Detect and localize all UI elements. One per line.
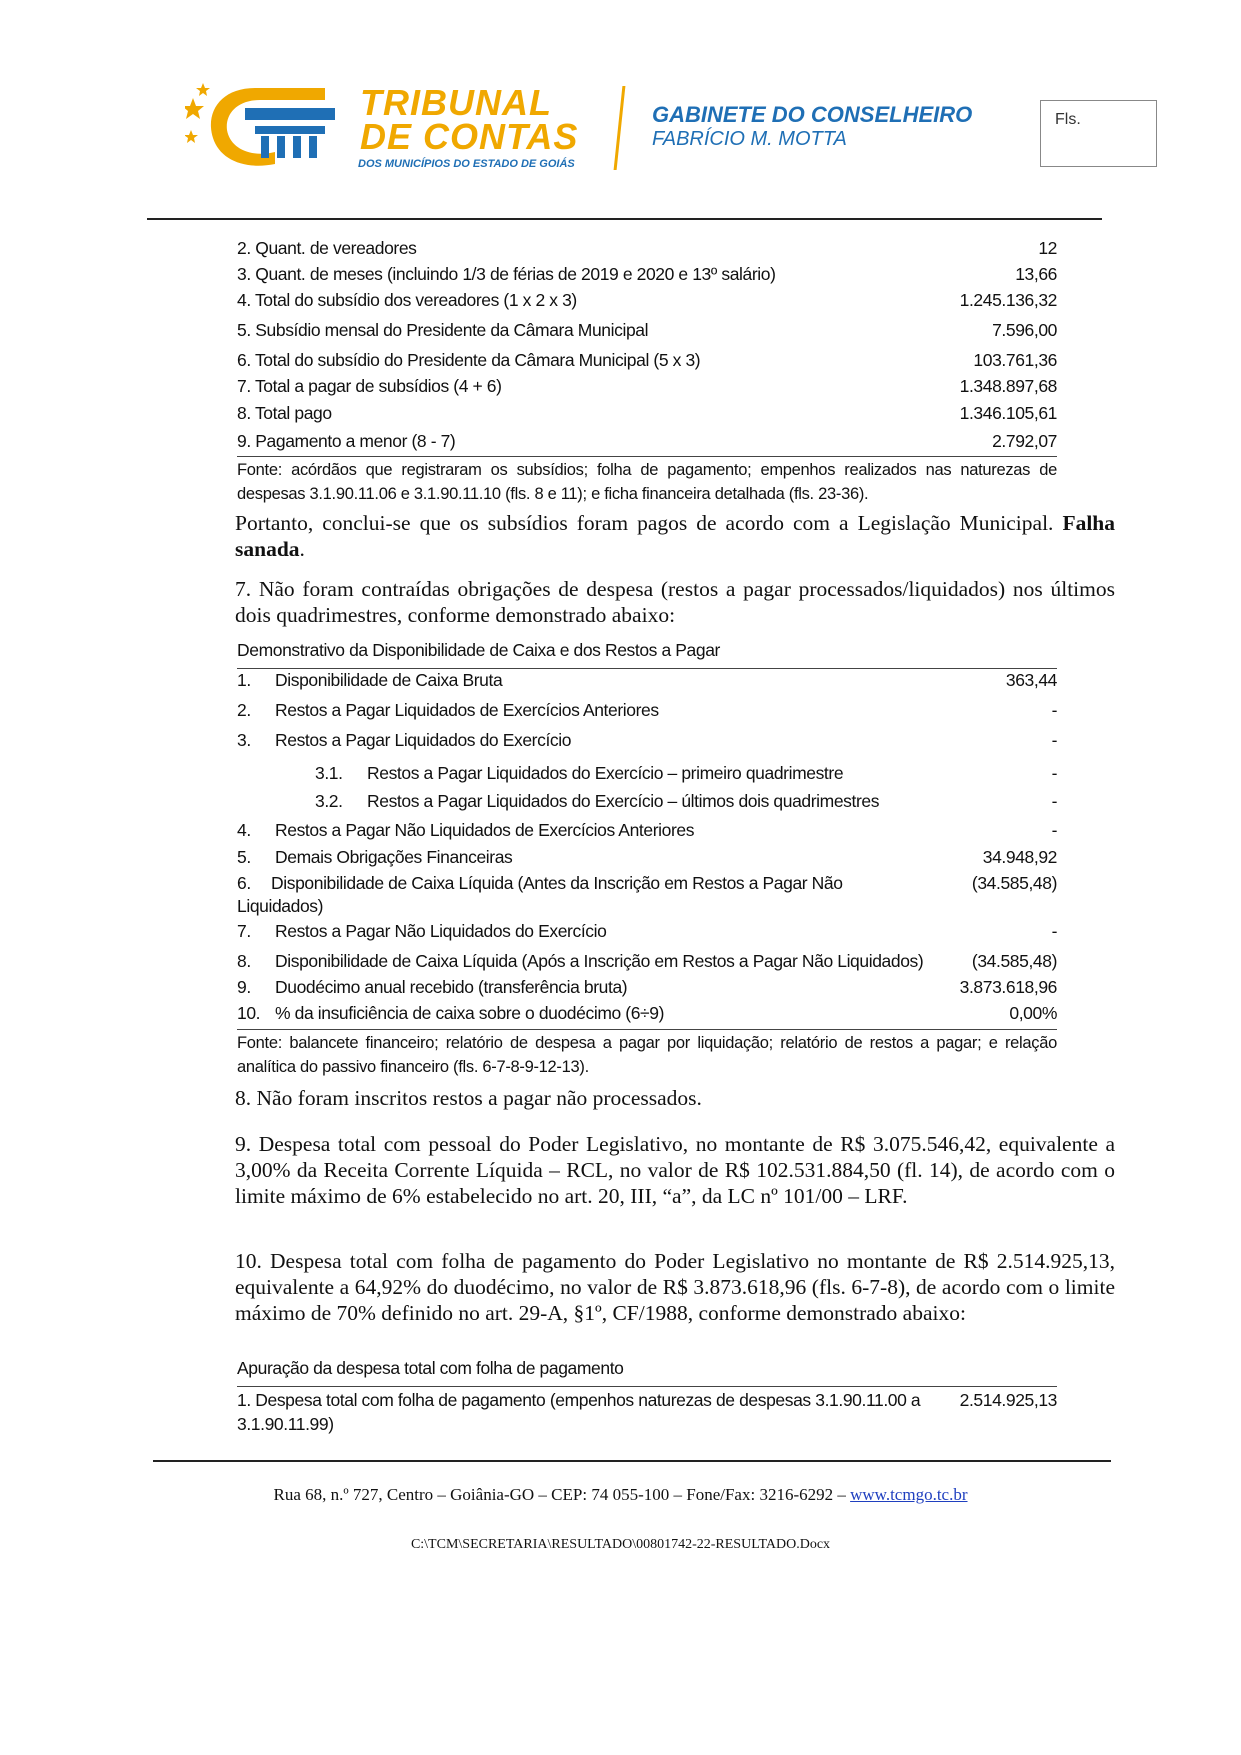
- page-header: [0, 0, 1241, 200]
- table-row: 1. Disponibilidade de Caixa Bruta 363,44: [237, 670, 1057, 690]
- table-row-continuation: Liquidados): [237, 896, 324, 916]
- table-title: Apuração da despesa total com folha de pagamento: [237, 1358, 624, 1378]
- table-row: 5. Subsídio mensal do Presidente da Câmara Municipal 7.596,00: [237, 320, 1057, 340]
- table-row: 8. Total pago 1.346.105,61: [237, 403, 1057, 423]
- table-row: 4. Restos a Pagar Não Liquidados de Exercícios Anteriores -: [237, 820, 1057, 840]
- page-number-box: [1040, 100, 1157, 167]
- table-row: 10. % da insuficiência de caixa sobre o duodécimo (6÷9) 0,00%: [237, 1003, 1057, 1023]
- conclusion-text: Portanto, conclui-se que os subsídios foram pagos de acordo com a Legislação Municipal.: [235, 511, 1054, 535]
- table-row: 9. Duodécimo anual recebido (transferência bruta) 3.873.618,96: [237, 977, 1057, 997]
- footer-rule: [153, 1460, 1111, 1462]
- table-rule: [237, 1029, 1057, 1030]
- paragraph-10: 10. Despesa total com folha de pagamento do Poder Legislativo no montante de R$ 2.514.925,13, equivalente a 64,92% do duodécimo, no valor de R$ 3.873.618,96 (fls. 6-7-8), de acordo com o limite máximo de 70% definido no art. 29-A, §1º, CF/1988, conforme demonstrado abaixo:: [235, 1249, 1115, 1325]
- table-source-note: Fonte: acórdãos que registraram os subsídios; folha de pagamento; empenhos realizados nas naturezas de despesas 3.1.90.11.06 e 3.1.90.11.10 (fls. 8 e 11); e ficha financeira detalhada (fls. 23-36).: [237, 461, 1057, 503]
- table-row: 6. Total do subsídio do Presidente da Câmara Municipal (5 x 3) 103.761,36: [237, 350, 1057, 370]
- cabinet-name: FABRÍCIO M. MOTTA: [652, 128, 847, 150]
- table-row: 7. Restos a Pagar Não Liquidados do Exercício -: [237, 921, 1057, 941]
- table-row: 7. Total a pagar de subsídios (4 + 6) 1.348.897,68: [237, 376, 1057, 396]
- table-rule: [237, 668, 1057, 669]
- tcm-logo-icon: [185, 78, 345, 178]
- paragraph-9: 9. Despesa total com pessoal do Poder Legislativo, no montante de R$ 3.075.546,42, equivalente a 3,00% da Receita Corrente Líquida – RCL, no valor de R$ 102.531.884,50 (fl. 14), de acordo com o limite máximo de 6% estabelecido no art. 20, III, “a”, da LC nº 101/00 – LRF.: [235, 1132, 1115, 1208]
- table-title: Demonstrativo da Disponibilidade de Caixa e dos Restos a Pagar: [237, 640, 720, 660]
- fls-label: Fls.: [1055, 111, 1081, 128]
- header-rule: [147, 218, 1102, 220]
- cabinet-title: GABINETE DO CONSELHEIRO: [652, 102, 973, 127]
- table-row: 6. Disponibilidade de Caixa Líquida (Antes da Inscrição em Restos a Pagar Não (34.585,48): [237, 873, 1057, 893]
- footer-address: [0, 1485, 1241, 1505]
- logo-subtitle: DOS MUNICÍPIOS DO ESTADO DE GOIÁS: [358, 158, 575, 170]
- table-row: 3.2. Restos a Pagar Liquidados do Exercício – últimos dois quadrimestres -: [315, 791, 1057, 811]
- table-row: 2. Restos a Pagar Liquidados de Exercícios Anteriores -: [237, 700, 1057, 720]
- table-row: 9. Pagamento a menor (8 - 7) 2.792,07: [237, 431, 1057, 451]
- table-row-continuation: 3.1.90.11.99): [237, 1414, 334, 1434]
- table-row: 8. Disponibilidade de Caixa Líquida (Após a Inscrição em Restos a Pagar Não Liquidados) (34.585,48): [237, 951, 1057, 971]
- table-row: 3. Quant. de meses (incluindo 1/3 de férias de 2019 e 2020 e 13º salário) 13,66: [237, 264, 1057, 284]
- table-rule: [237, 1386, 1057, 1387]
- logo-title-line2: DE CONTAS: [360, 116, 579, 157]
- website-link[interactable]: www.tcmgo.tc.br: [850, 1485, 968, 1504]
- table-row: 3. Restos a Pagar Liquidados do Exercício -: [237, 730, 1057, 750]
- table-row: 4. Total do subsídio dos vereadores (1 x 2 x 3) 1.245.136,32: [237, 290, 1057, 310]
- paragraph-7: 7. Não foram contraídas obrigações de despesa (restos a pagar processados/liquidados) nos últimos dois quadrimestres, conforme demonstrado abaixo:: [235, 577, 1115, 627]
- table-source-note: Fonte: balancete financeiro; relatório de despesa a pagar por liquidação; relatório de restos a pagar; e relação analítica do passivo financeiro (fls. 6-7-8-9-12-13).: [237, 1034, 1057, 1076]
- file-path: C:\TCM\SECRETARIA\RESULTADO\00801742-22-RESULTADO.Docx: [410, 1537, 831, 1552]
- conclusion-paragraph: Portanto, conclui-se que os subsídios foram pagos de acordo com a Legislação Municipal. Falha sanada.: [235, 511, 1116, 561]
- paragraph-8: 8. Não foram inscritos restos a pagar não processados.: [235, 1086, 702, 1110]
- table-rule: [237, 456, 1057, 457]
- logo-title-line1: TRIBUNAL: [360, 82, 552, 123]
- address-text: Rua 68, n.º 727, Centro – Goiânia-GO – CEP: 74 055-100 – Fone/Fax: 3216-6292 –: [273, 1485, 846, 1504]
- header-divider: [614, 86, 626, 170]
- logo-title: [360, 82, 579, 157]
- table-row: 5. Demais Obrigações Financeiras 34.948,92: [237, 847, 1057, 867]
- conclusion-verdict: Falha sanada: [235, 511, 1116, 561]
- table-row: 1. Despesa total com folha de pagamento (empenhos naturezas de despesas 3.1.90.11.00 a 2.514.925,13: [237, 1390, 1057, 1410]
- table-row: 3.1. Restos a Pagar Liquidados do Exercício – primeiro quadrimestre -: [315, 763, 1057, 783]
- table-row: 2. Quant. de vereadores 12: [237, 238, 1057, 258]
